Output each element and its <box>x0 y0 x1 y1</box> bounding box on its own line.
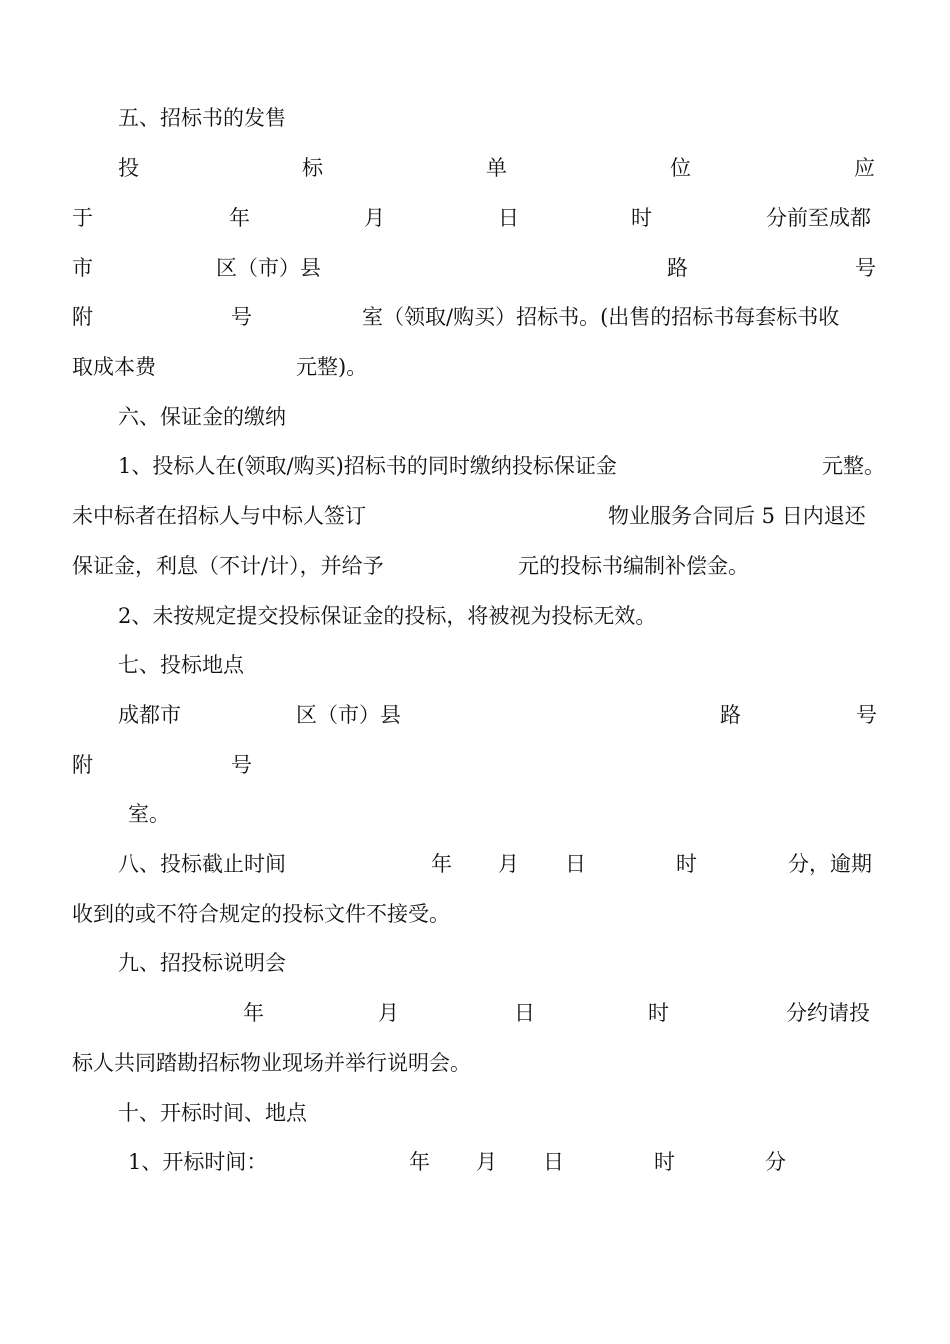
text-segment: 应 <box>854 156 875 180</box>
text-segment: 路 <box>667 256 688 280</box>
text-line-18 <box>0 945 950 981</box>
text-segment: 保证金，利息（不计/计），并给予 <box>72 554 384 578</box>
text-line-3 <box>0 200 950 236</box>
text-segment: 时 <box>676 852 697 876</box>
text-segment: 年 <box>409 1150 430 1174</box>
text-segment: 市 <box>72 256 93 280</box>
text-segment: 分，逾期 <box>788 852 872 876</box>
text-line-13 <box>0 697 950 733</box>
text-segment: 月 <box>364 206 385 230</box>
text-segment: 时 <box>654 1150 675 1174</box>
text-segment: 时 <box>631 206 652 230</box>
text-segment: 日 <box>498 206 519 230</box>
text-line-9 <box>0 498 950 534</box>
text-line-7 <box>0 399 950 435</box>
text-segment: 月 <box>476 1150 497 1174</box>
text-line-4 <box>0 250 950 286</box>
text-segment: 于 <box>72 206 93 230</box>
text-segment: 七、投标地点 <box>118 653 244 677</box>
text-line-5 <box>0 299 950 335</box>
text-line-11 <box>0 598 950 634</box>
text-segment: 分约请投 <box>786 1001 870 1025</box>
text-segment: 未中标者在招标人与中标人签订 <box>72 504 366 528</box>
text-segment: 九、招投标说明会 <box>118 951 286 975</box>
text-segment: 号 <box>856 703 877 727</box>
text-segment: 标人共同踏勘招标物业现场并举行说明会。 <box>72 1051 471 1075</box>
text-segment: 六、保证金的缴纳 <box>118 405 286 429</box>
text-segment: 年 <box>243 1001 264 1025</box>
text-line-6 <box>0 349 950 385</box>
text-segment: 五、招标书的发售 <box>118 106 286 130</box>
text-segment: 室。 <box>128 802 170 826</box>
text-line-1 <box>0 100 950 136</box>
text-line-21 <box>0 1095 950 1131</box>
text-segment: 十、开标时间、地点 <box>118 1101 307 1125</box>
text-segment: 八、投标截止时间 <box>118 852 286 876</box>
text-segment: 月 <box>378 1001 399 1025</box>
text-segment: 位 <box>670 156 691 180</box>
text-segment: 年 <box>431 852 452 876</box>
text-segment: 日 <box>543 1150 564 1174</box>
text-segment: 室（领取/购买）招标书。(出售的招标书每套标书收 <box>362 305 840 329</box>
text-line-12 <box>0 647 950 683</box>
text-segment: 号 <box>855 256 876 280</box>
text-line-15 <box>0 796 950 832</box>
text-segment: 取成本费 <box>72 355 156 379</box>
text-line-20 <box>0 1045 950 1081</box>
text-line-16 <box>0 846 950 882</box>
text-segment: 区（市）县 <box>296 703 401 727</box>
text-segment: 物业服务合同后 5 日内退还 <box>608 504 866 528</box>
text-line-22 <box>0 1144 950 1180</box>
text-line-19 <box>0 995 950 1031</box>
text-segment: 分前至成都 <box>766 206 871 230</box>
text-segment: 日 <box>514 1001 535 1025</box>
text-line-14 <box>0 747 950 783</box>
text-segment: 日 <box>565 852 586 876</box>
text-segment: 年 <box>229 206 250 230</box>
text-line-10 <box>0 548 950 584</box>
text-segment: 成都市 <box>118 703 181 727</box>
text-segment: 附 <box>72 305 93 329</box>
text-segment: 1、开标时间： <box>128 1150 268 1174</box>
text-segment: 1、投标人在(领取/购买)招标书的同时缴纳投标保证金 <box>118 454 617 478</box>
text-segment: 月 <box>498 852 519 876</box>
text-segment: 区（市）县 <box>216 256 321 280</box>
text-segment: 收到的或不符合规定的投标文件不接受。 <box>72 902 450 926</box>
text-segment: 标 <box>302 156 323 180</box>
text-segment: 号 <box>231 305 252 329</box>
text-segment: 元整)。 <box>296 355 368 379</box>
text-segment: 2、未按规定提交投标保证金的投标，将被视为投标无效。 <box>118 604 657 628</box>
text-segment: 附 <box>72 753 93 777</box>
text-line-8 <box>0 448 950 484</box>
text-segment: 元整。 <box>822 454 885 478</box>
text-line-2 <box>0 150 950 186</box>
text-segment: 号 <box>231 753 252 777</box>
text-segment: 元的投标书编制补偿金。 <box>518 554 749 578</box>
text-segment: 时 <box>648 1001 669 1025</box>
text-segment: 分 <box>765 1150 786 1174</box>
text-segment: 路 <box>720 703 741 727</box>
text-segment: 投 <box>118 156 139 180</box>
text-segment: 单 <box>486 156 507 180</box>
text-line-17 <box>0 896 950 932</box>
